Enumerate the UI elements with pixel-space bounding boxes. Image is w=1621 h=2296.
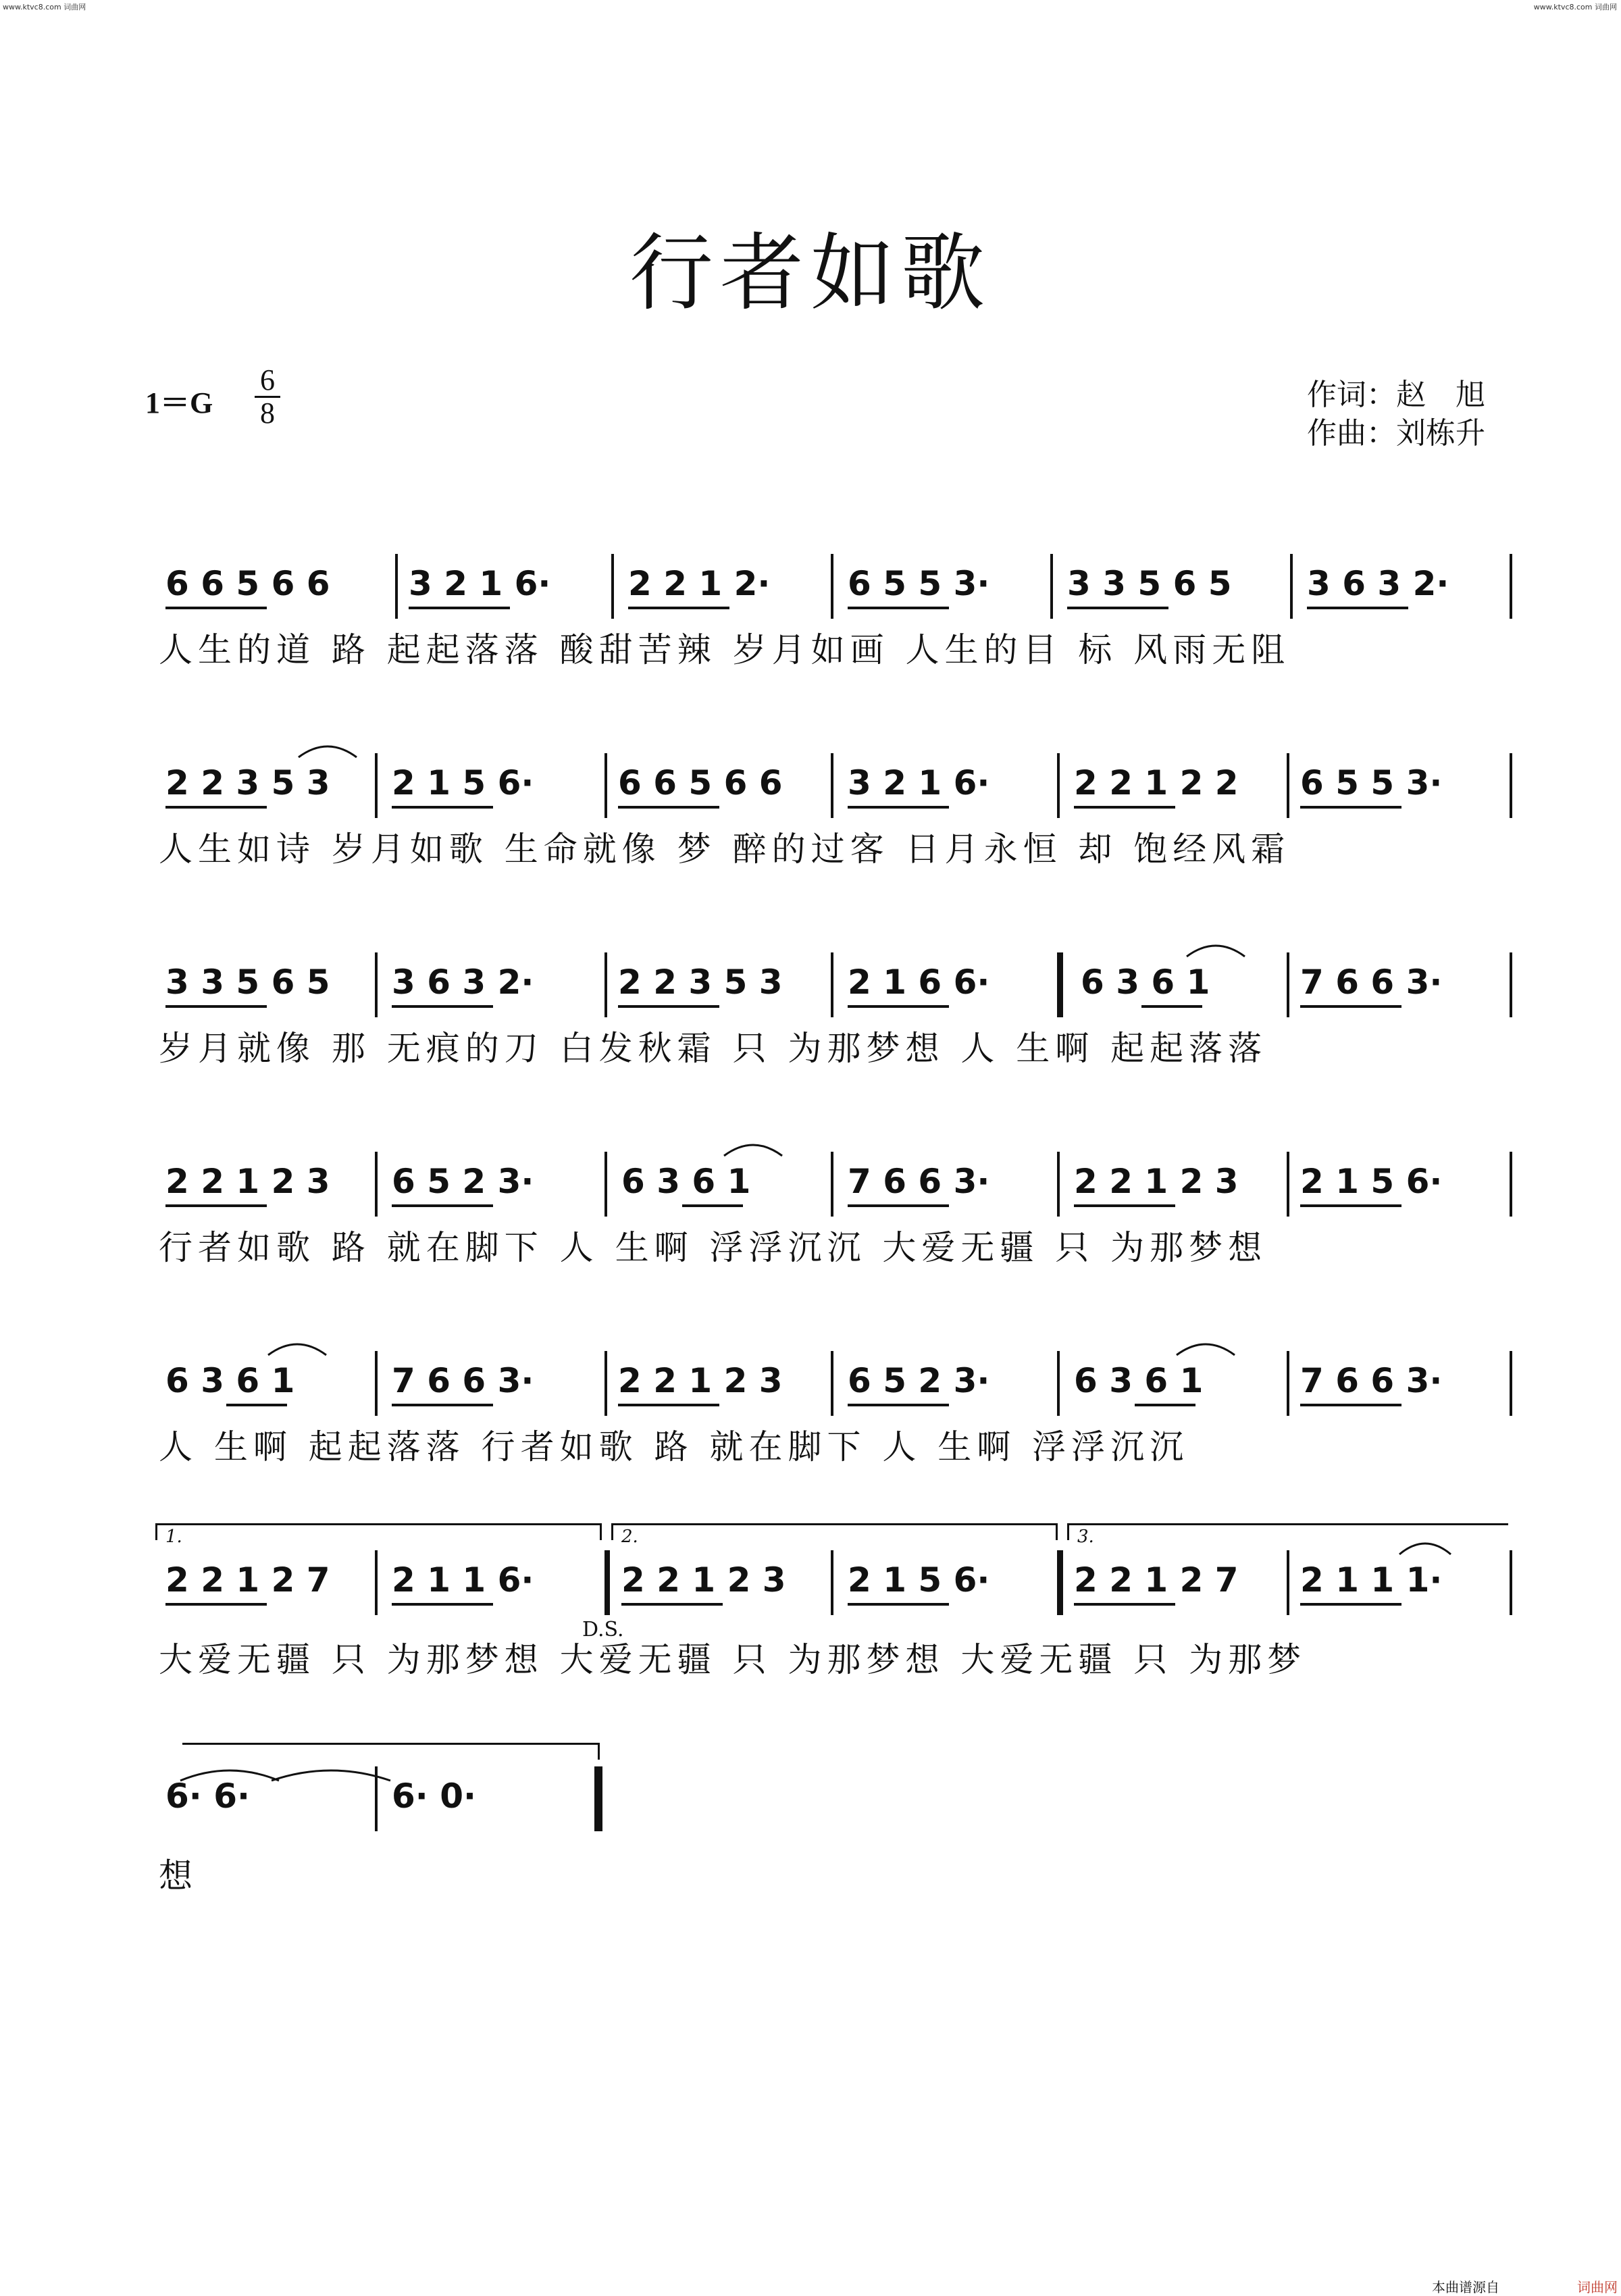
beam-underline (618, 1404, 719, 1406)
beam-underline (1074, 1204, 1175, 1207)
measure: 3 6 3 2· (392, 963, 534, 1002)
lyrics-line: 人生的道 路 起起落落 酸甜苦辣 岁月如画 人生的目 标 风雨无阻 (159, 630, 1291, 669)
lyricist-credit: 作词：赵 旭 (1307, 378, 1485, 412)
measure: 3 2 1 6· (409, 564, 551, 603)
barline (1510, 1550, 1512, 1615)
beam-underline (392, 1404, 493, 1406)
volta-number: 2. (621, 1527, 638, 1547)
measure: 2 1 1 6· (392, 1560, 534, 1600)
measure: 2 1 1 1· (1300, 1560, 1443, 1600)
measure: 6· 0· (392, 1777, 476, 1816)
barline (375, 1351, 378, 1416)
repeat-end-barline (1057, 1550, 1063, 1615)
beam-underline (165, 806, 267, 809)
measure: 2 2 1 2 7 (1074, 1560, 1239, 1600)
beam-underline (682, 1204, 743, 1207)
measure: 3 3 5 6 5 (1067, 564, 1232, 603)
beam-underline (618, 806, 719, 809)
measure: 2 1 5 6· (1300, 1162, 1443, 1201)
measure: 7 6 6 3· (1300, 1361, 1443, 1400)
measure: 2 2 1 2· (628, 564, 771, 603)
beam-underline (226, 1404, 287, 1406)
beam-underline (848, 1005, 949, 1008)
barline (1287, 1152, 1289, 1217)
measure: 6 6 5 6 6 (618, 763, 783, 802)
measure: 2 1 5 6· (848, 1560, 990, 1600)
measure: 6 3 6 1 (1081, 963, 1210, 1002)
barline (831, 1550, 833, 1615)
repeat-start-barline (1057, 952, 1063, 1017)
barline (1287, 753, 1289, 818)
lyrics-line: 人 生啊 起起落落 行者如歌 路 就在脚下 人 生啊 浮浮沉沉 (159, 1427, 1189, 1466)
barline (1057, 753, 1060, 818)
header-right: www.ktvc8.com 词曲网 (1533, 3, 1617, 11)
barline (604, 1152, 607, 1217)
barline (375, 952, 378, 1017)
lyrics-line: 想 (159, 1856, 198, 1895)
beam-underline (848, 806, 949, 809)
measure: 6 5 2 3· (392, 1162, 534, 1201)
beam-underline (628, 607, 729, 609)
barline (1510, 1351, 1512, 1416)
measure: 2 2 1 2 3 (1074, 1162, 1239, 1201)
lyrics-line: 人生如诗 岁月如歌 生命就像 梦 醉的过客 日月永恒 却 饱经风霜 (159, 830, 1291, 869)
key-signature: 1＝G (145, 386, 213, 419)
beam-underline (1067, 607, 1168, 609)
beam-underline (1074, 806, 1175, 809)
lyrics-line: 行者如歌 路 就在脚下 人 生啊 浮浮沉沉 大爱无疆 只 为那梦想 (159, 1228, 1268, 1267)
measure: 2 2 1 2 7 (165, 1560, 330, 1600)
beam-underline (1300, 1005, 1401, 1008)
measure: 2 2 3 5 3 (165, 763, 330, 802)
beam-underline (409, 607, 510, 609)
measure: 7 6 6 3· (848, 1162, 990, 1201)
measure: 6· 6· (165, 1777, 250, 1816)
beam-underline (392, 806, 493, 809)
barline (831, 1351, 833, 1416)
beam-underline (1300, 1404, 1401, 1406)
measure: 2 2 1 2 3 (165, 1162, 330, 1201)
measure: 6 3 6 1 (1074, 1361, 1204, 1400)
beam-underline (1300, 1204, 1401, 1207)
slur (267, 1337, 328, 1358)
measure: 2 2 1 2 3 (621, 1560, 786, 1600)
barline (1050, 554, 1053, 619)
lyrics-line: 岁月就像 那 无痕的刀 白发秋霜 只 为那梦想 人 生啊 起起落落 (159, 1029, 1268, 1068)
measure: 7 6 6 3· (1300, 963, 1443, 1002)
tie (270, 1763, 392, 1783)
barline (831, 753, 833, 818)
beam-underline (848, 1603, 949, 1606)
slur (723, 1138, 783, 1158)
footer-site: 词曲网 (1577, 2279, 1618, 2295)
barline (604, 952, 607, 1017)
tie (1398, 1537, 1452, 1557)
measure: 6 3 6 1 (621, 1162, 751, 1201)
composer-credit: 作曲：刘栋升 (1307, 416, 1485, 451)
header-left: www.ktvc8.com 词曲网 (3, 3, 86, 11)
barline (375, 1152, 378, 1217)
beam-underline (1141, 1005, 1202, 1008)
barline (1057, 1351, 1060, 1416)
barline (1510, 753, 1512, 818)
measure: 6 5 2 3· (848, 1361, 990, 1400)
beam-underline (848, 1204, 949, 1207)
measure: 2 1 5 6· (392, 763, 534, 802)
slur (1175, 1337, 1236, 1358)
double-barline (604, 1550, 610, 1615)
dal-segno-mark: D.S. (582, 1618, 624, 1641)
beam-underline (1300, 806, 1401, 809)
measure: 6 5 5 3· (1300, 763, 1443, 802)
barline (1290, 554, 1293, 619)
beam-underline (165, 1204, 267, 1207)
volta-bracket-1 (155, 1523, 602, 1540)
lyrics-line: 大爱无疆 只 为那梦想 大爱无疆 只 为那梦想 大爱无疆 只 为那梦 (159, 1640, 1307, 1679)
barline (1510, 554, 1512, 619)
measure: 6 6 5 6 6 (165, 564, 330, 603)
volta-number: 3. (1077, 1527, 1094, 1547)
beam-underline (392, 1603, 493, 1606)
barline (604, 753, 607, 818)
barline (831, 1152, 833, 1217)
measure: 2 2 1 2 2 (1074, 763, 1239, 802)
beam-underline (1074, 1603, 1175, 1606)
volta-bracket-2 (611, 1523, 1058, 1540)
final-barline (594, 1766, 602, 1831)
barline (1057, 1152, 1060, 1217)
barline (1510, 952, 1512, 1017)
volta-number: 1. (165, 1527, 182, 1547)
measure: 3 6 3 2· (1307, 564, 1449, 603)
barline (1287, 1351, 1289, 1416)
time-signature: 6 8 (254, 365, 281, 429)
barline (375, 1550, 378, 1615)
barline (611, 554, 614, 619)
beam-underline (848, 1404, 949, 1406)
beam-underline (392, 1005, 493, 1008)
beam-underline (1300, 1603, 1401, 1606)
beam-underline (1135, 1404, 1195, 1406)
beam-underline (165, 1603, 267, 1606)
beam-underline (1307, 607, 1408, 609)
measure: 6 5 5 3· (848, 564, 990, 603)
measure: 3 3 5 6 5 (165, 963, 330, 1002)
footer-source: 本曲谱源自 (1432, 2279, 1499, 2295)
barline (831, 952, 833, 1017)
barline (831, 554, 833, 619)
beam-underline (618, 1005, 719, 1008)
beam-underline (848, 607, 949, 609)
tie-bracket (182, 1743, 600, 1760)
measure: 2 2 3 5 3 (618, 963, 783, 1002)
measure: 3 2 1 6· (848, 763, 990, 802)
measure: 6 3 6 1 (165, 1361, 295, 1400)
measure: 2 2 1 2 3 (618, 1361, 783, 1400)
score-title: 行者如歌 (629, 225, 992, 322)
measure: 7 6 6 3· (392, 1361, 534, 1400)
barline (395, 554, 398, 619)
barline (604, 1351, 607, 1416)
barline (1287, 1550, 1289, 1615)
barline (375, 753, 378, 818)
slur (297, 740, 358, 760)
beam-underline (621, 1603, 723, 1606)
slur (1185, 939, 1246, 959)
barline (1510, 1152, 1512, 1217)
beam-underline (165, 1005, 267, 1008)
barline (375, 1766, 378, 1831)
measure: 2 1 6 6· (848, 963, 990, 1002)
barline (1287, 952, 1289, 1017)
beam-underline (165, 607, 267, 609)
beam-underline (392, 1204, 493, 1207)
